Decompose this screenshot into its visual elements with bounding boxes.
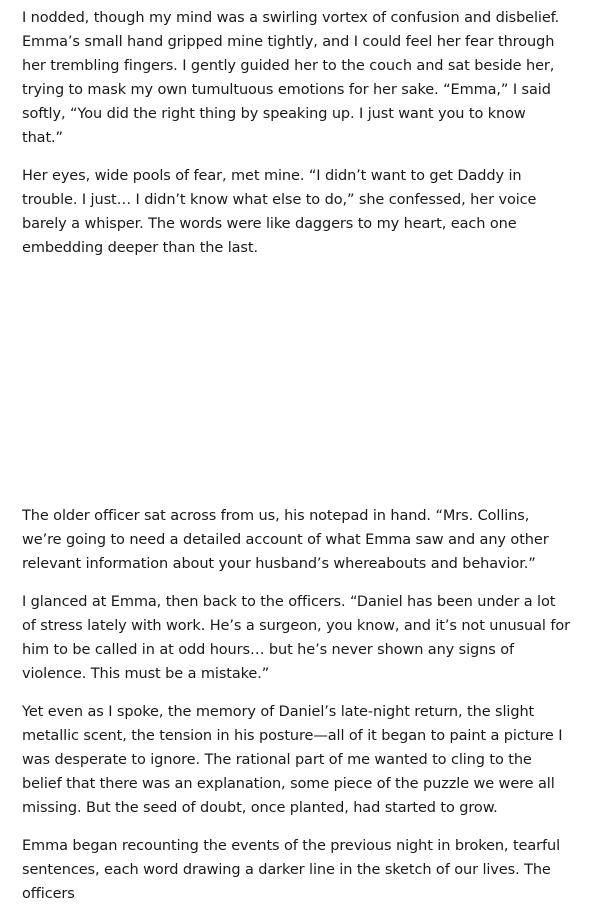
story-article <box>22 6 570 906</box>
story-paragraph: Emma began recounting the events of the previous night in broken, tearful sentences, each word drawing a darker line in the sketch of our lives. The officers <box>22 838 561 902</box>
story-paragraph: I glanced at Emma, then back to the officers. “Daniel has been under a lot of stress lately with work. He’s a surgeon, you know, and it’s not unusual for him to be called in at odd hours… but he’s never shown any signs of violence. This must be a mistake.” <box>22 594 570 682</box>
story-paragraph: The older officer sat across from us, his notepad in hand. “Mrs. Collins, we’re going to need a detailed account of what Emma saw and any other relevant information about your husband’s whereabouts and behavior.” <box>22 508 549 572</box>
story-paragraph: Her eyes, wide pools of fear, met mine. “I didn’t want to get Daddy in trouble. I just… I didn’t know what else to do,” she confessed, her voice barely a whisper. The words were like daggers to my heart, each one embedding deeper than the last. <box>22 168 537 256</box>
story-paragraph: Yet even as I spoke, the memory of Daniel’s late-night return, the slight metallic scent, the tension in his posture—all of it began to paint a picture I was desperate to ignore. The rational part of me wanted to cling to the belief that there was an explanation, some piece of the puzzle we were all missing. But the seed of doubt, once planted, had started to grow. <box>22 704 563 816</box>
story-paragraph: I nodded, though my mind was a swirling vortex of confusion and disbelief. Emma’s small hand gripped mine tightly, and I could feel her fear through her trembling fingers. I gently guided her to the couch and sat beside her, trying to mask my own tumultuous emotions for her sake. “Emma,” I said softly, “You did the right thing by speaking up. I just want you to know that.” <box>22 10 560 146</box>
blank-ad-space <box>22 260 570 504</box>
